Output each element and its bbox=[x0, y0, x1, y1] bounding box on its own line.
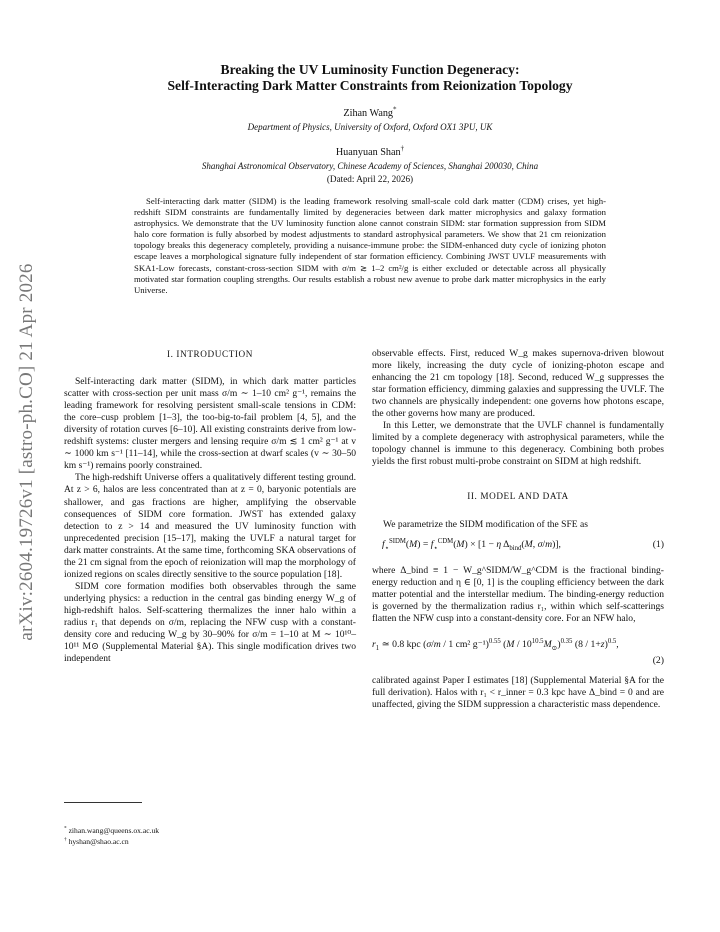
abstract: Self-interacting dark matter (SIDM) is the leading framework resolving small-scale cold dark matter (CDM) crises, yet high-redshift SIDM constraints are fundamentally limited by degeneracies between dark matter microphysics and galaxy formation astrophysics. We demonstrate that the UV luminosity function alone cannot constrain SIDM: star formation suppression from SIDM halo core formation is fully absorbed by modest adjustments to standard astrophysical parameters. We show that 21 cm reionization topology breaks this degeneracy completely, providing a nuisance-immune probe: the SIDM-enhanced duty cycle of ionizing photon escape leaves a morphological signature fully independent of star formation efficiency. Combining JWST UVLF measurements with SKA1-Low forecasts, constant-cross-section SIDM with σ/m ≳ 1–2 cm²/g is either excluded or detectable across all physically motivated star formation coupling strengths. Our results establish a robust new avenue to probe dark matter microphysics in the early Universe. bbox=[134, 196, 606, 295]
arxiv-sidebar-stamp bbox=[4, 232, 50, 672]
equation-2: $r_1$ ≃ 0.8 kpc (σ/m / 1 cm² g⁻¹)$^{0.55}$ $(M / 10^{10.5}M_⊙)^{0.35}$ $(8 / 1+z)^{0.5}$, (2) bbox=[372, 637, 664, 666]
arxiv-id: arXiv:2604.19726v1 [astro-ph.CO] 21 Apr 2026 bbox=[16, 263, 37, 641]
footnote-2 bbox=[64, 837, 129, 847]
footnote-rule bbox=[64, 802, 142, 803]
section-1-heading: I. INTRODUCTION bbox=[166, 349, 254, 359]
left-column bbox=[64, 348, 356, 665]
section-2-heading: II. MODEL AND DATA bbox=[467, 491, 569, 502]
title-line-1: Breaking the UV Luminosity Function Degeneracy: bbox=[220, 62, 520, 77]
model-paragraph-3: calibrated against Paper I estimates [18] (Supplemental Material §A for the full derivation). Halos with r₁ < r_inner = 0.3 kpc have Δ_bind = 0 and are unaffected, giving the SIDM suppression a characteristic mass dependence. bbox=[372, 674, 664, 710]
right-paragraph-2: In this Letter, we demonstrate that the UVLF channel is fundamentally limited by a complete degeneracy with astrophysical parameters, while the topology channel is immune to this degeneracy. Combining both probes yields the first robust multi-probe constraint on SIDM at high redshift. bbox=[372, 420, 664, 468]
model-paragraph-1: We parametrize the SIDM modification of the SFE as bbox=[383, 518, 588, 530]
intro-paragraph-3: SIDM core formation modifies both observables through the same underlying physics: a reduction in the central gas binding energy W_g of high-redshift halos. Self-scattering thermalizes the inner halo within a radius r₁ that depends on σ/m, replacing the NFW cusp with a constant-density core and reducing W_g by 30–90% for σ/m = 1–10 at M ∼ 10¹⁰–10¹¹ M⊙ (Supplemental Material §A). This single modification drives two independent bbox=[64, 580, 356, 665]
author-2 bbox=[90, 144, 650, 159]
footnote-1 bbox=[64, 826, 159, 836]
right-paragraph-1: observable effects. First, reduced W_g makes supernova-driven blowout more likely, increasing the duty cycle of ionizing-photon escape and enhancing the 21 cm topology [18]. Second, reduced W_g suppresses the star formation efficiency, dimming galaxies and suppressing the UVLF. The two channels are physically independent: one governs how photons escape, the other governs how many are produced. bbox=[372, 348, 664, 420]
author-1-name: Zihan Wang bbox=[343, 108, 394, 119]
footnote-2-mark: † bbox=[64, 836, 67, 843]
affiliation-2: Shanghai Astronomical Observatory, Chinese Academy of Sciences, Shanghai 200030, China bbox=[201, 161, 539, 171]
equation-1: $f_⋆^{SIDM}(M) = f_⋆^{CDM}(M) \times [1 - \eta$ $\Delta_{bind}(M$, σ/m)], (1) bbox=[382, 537, 664, 552]
author-2-footnote-mark: † bbox=[400, 144, 405, 153]
author-2-name: Huanyuan Shan bbox=[335, 147, 401, 158]
title-line-2: Self-Interacting Dark Matter Constraints from Reionization Topology bbox=[167, 78, 573, 93]
affiliation-1: Department of Physics, University of Oxford, Oxford OX1 3PU, UK bbox=[247, 122, 493, 132]
equation-2-number: (2) bbox=[652, 654, 664, 666]
equation-1-number: (1) bbox=[652, 538, 664, 550]
footnote-2-email[interactable]: hyshan@shao.ac.cn bbox=[68, 837, 129, 846]
model-paragraph-2: where Δ_bind ≡ 1 − W_g^SIDM/W_g^CDM is the fractional binding-energy reduction and η ∈ [0, 1] is the coupling efficiency between the dark matter potential and the interstellar medium. The binding-energy reduction is governed by the thermalization radius r₁, within which self-scatterings flatten the NFW cusp into a constant-density core. For an NFW halo, bbox=[372, 564, 664, 624]
paper-title bbox=[90, 62, 650, 94]
footnote-1-mark: * bbox=[64, 825, 67, 832]
intro-paragraph-1: Self-interacting dark matter (SIDM), in which dark matter particles scatter with cross-section per unit mass σ/m ∼ 1–10 cm² g⁻¹, remains the leading framework for resolving persistent small-scale tensions in CDM: the core–cusp problem [1–3], the too-big-to-fail problem [4, 5], and the diversity of rotation curves [6–10]. All existing constraints derive from low-redshift systems: cluster mergers and lensing require σ/m ≲ 1 cm² g⁻¹ at v ∼ 1000 km s⁻¹ [11–14], while the cross-section at dwarf scales (v ∼ 30–50 km s⁻¹) remains poorly constrained. bbox=[64, 376, 356, 472]
intro-paragraph-2: The high-redshift Universe offers a qualitatively different testing ground. At z > 6, halos are less concentrated than at z = 0, baryonic potentials are shallower, and gas fractions are higher, amplifying the observable consequences of SIDM core formation. JWST has extended galaxy detection to z > 14 and measured the UV luminosity function with unprecedented precision [15–17], making the UVLF a natural target for dark matter constraints. At the same time, forthcoming SKA observations of the 21 cm signal from the epoch of reionization will map the morphology of ionized regions on scales directly sensitive to the source population [18]. bbox=[64, 472, 356, 580]
right-column bbox=[372, 348, 664, 711]
dated-line: (Dated: April 22, 2026) bbox=[326, 174, 414, 184]
footnote-1-email[interactable]: zihan.wang@queens.ox.ac.uk bbox=[68, 826, 160, 835]
author-1-footnote-mark: * bbox=[393, 105, 397, 114]
author-1 bbox=[90, 105, 650, 120]
